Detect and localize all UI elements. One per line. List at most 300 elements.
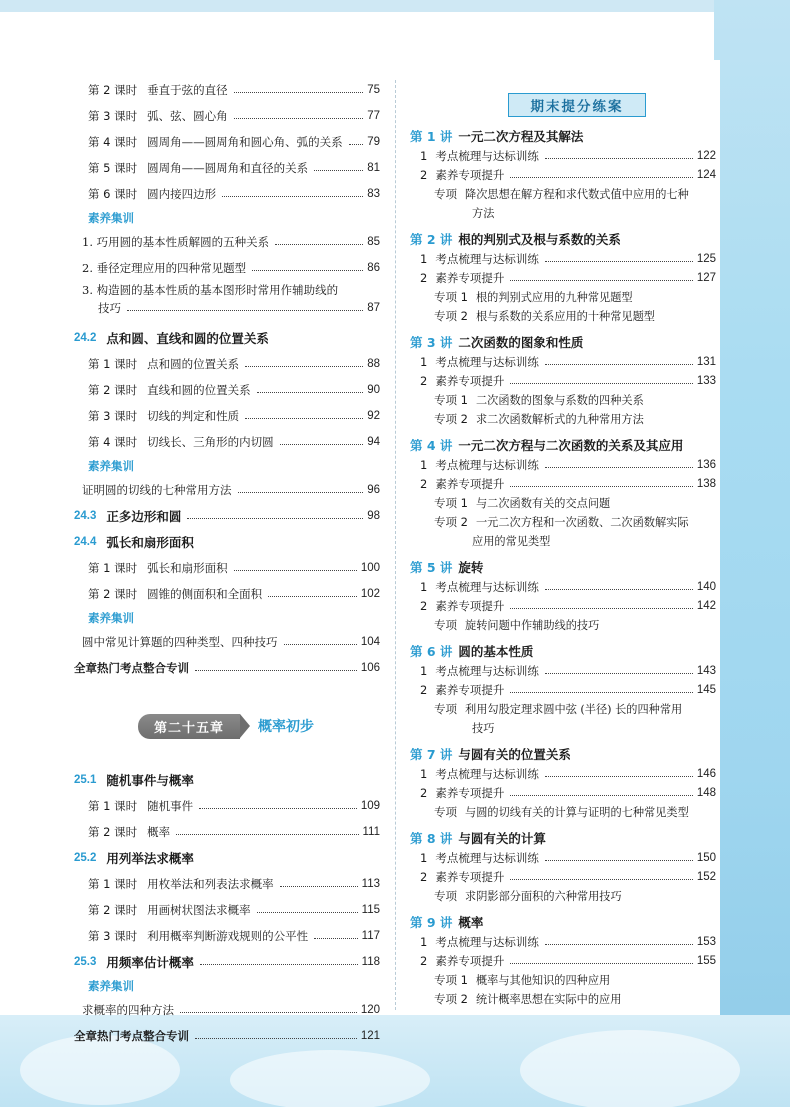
special-title: 求阴影部分面积的六种常用技巧 (465, 890, 622, 903)
dot-leader (176, 834, 358, 835)
suyang-heading: 素养集训 (88, 211, 134, 225)
chapter-label: 第二十五章 (138, 714, 240, 739)
toc-entry[interactable] (420, 867, 716, 887)
toc-entry[interactable] (88, 796, 380, 816)
suyang-heading: 素养集训 (88, 459, 134, 473)
toc-entry (88, 976, 380, 996)
dot-leader (545, 364, 693, 365)
row-index: 2 (420, 168, 428, 182)
lesson-title: 用画树状图法求概率 (147, 903, 251, 917)
row-index: 2 (420, 374, 428, 388)
row-index: 1 (420, 664, 428, 678)
page-number: 118 (361, 956, 380, 968)
lecture-heading (410, 558, 483, 576)
toc-entry[interactable] (74, 1026, 380, 1046)
row-title: 素养专项提升 (435, 683, 505, 697)
dot-leader (510, 963, 692, 964)
page-number: 143 (696, 665, 716, 677)
row-title: 素养专项提升 (435, 271, 505, 285)
row-index: 2 (420, 954, 428, 968)
toc-entry[interactable] (434, 989, 716, 1009)
row-index: 1 (420, 767, 428, 781)
row-index: 2 (420, 870, 428, 884)
dot-leader (314, 938, 358, 939)
lecture-number: 第 9 讲 (410, 915, 453, 930)
dot-leader (195, 1038, 357, 1039)
dot-leader (199, 808, 357, 809)
row-title: 素养专项提升 (435, 374, 505, 388)
lecture-heading (410, 642, 533, 660)
row-index: 2 (420, 599, 428, 613)
section-number: 24.2 (74, 332, 97, 344)
lesson-number: 第 1 课时 (88, 877, 138, 891)
page-number: 79 (367, 136, 380, 148)
toc-entry[interactable] (88, 900, 380, 920)
toc-entry[interactable] (420, 352, 716, 372)
dot-leader (238, 492, 364, 493)
toc-entry[interactable] (420, 661, 716, 681)
lesson-title: 弧、弦、圆心角 (147, 109, 228, 123)
special-title-cont: 技巧 (472, 722, 495, 735)
toc-entry[interactable] (420, 783, 716, 803)
special-title: 二次函数的图象与系数的四种关系 (475, 394, 644, 407)
section-title: 用频率估计概率 (106, 955, 194, 970)
dot-leader (545, 158, 693, 159)
special-label: 专项 1 (434, 973, 468, 987)
row-title: 考点梳理与达标训练 (435, 580, 539, 594)
lecture-heading (410, 333, 583, 351)
lesson-title: 垂直于弦的直径 (147, 83, 228, 97)
toc-entry[interactable] (434, 184, 716, 204)
dot-leader (195, 670, 357, 671)
dot-leader (245, 418, 363, 419)
row-title: 素养专项提升 (435, 954, 505, 968)
page-number: 88 (367, 358, 380, 370)
page-number: 140 (696, 581, 716, 593)
lecture-number: 第 8 讲 (410, 831, 453, 846)
lesson-number: 第 2 课时 (88, 587, 138, 601)
lecture-heading (410, 436, 683, 454)
section-title: 点和圆、直线和圆的位置关系 (106, 331, 269, 346)
lesson-number: 第 6 课时 (88, 187, 138, 201)
chapter-review: 全章热门考点整合专训 (74, 661, 189, 675)
lecture-title: 一元二次方程及其解法 (458, 129, 584, 144)
lesson-title: 随机事件 (147, 799, 194, 813)
row-title: 考点梳理与达标训练 (435, 767, 539, 781)
dot-leader (275, 244, 363, 245)
dot-leader (187, 518, 363, 519)
dot-leader (222, 196, 363, 197)
lecture-title: 概率 (458, 915, 484, 930)
row-index: 1 (420, 252, 428, 266)
special-title: 利用勾股定理求圆中弦 (半径) 长的四种常用 (465, 703, 683, 716)
page-number: 109 (360, 800, 380, 812)
dot-leader (545, 589, 693, 590)
section-number: 25.1 (74, 774, 97, 786)
right-decor-strip (714, 0, 790, 1107)
row-index: 1 (420, 580, 428, 594)
special-label: 专项 1 (434, 393, 468, 407)
row-title: 考点梳理与达标训练 (435, 149, 539, 163)
lecture-title: 旋转 (458, 560, 484, 575)
toc-entry (88, 608, 380, 628)
lecture-title: 与圆有关的位置关系 (458, 747, 571, 762)
lecture-heading (410, 230, 621, 248)
page-number: 131 (696, 356, 716, 368)
lesson-number: 第 2 课时 (88, 903, 138, 917)
section-title: 随机事件与概率 (106, 773, 194, 788)
dot-leader (257, 912, 358, 913)
toc-entry[interactable] (74, 952, 380, 972)
lecture-heading (410, 745, 571, 763)
toc-entry[interactable] (88, 354, 380, 374)
toc-entry[interactable] (88, 558, 380, 578)
lesson-number: 第 2 课时 (88, 83, 138, 97)
special-title: 与圆的切线有关的计算与证明的七种常见类型 (465, 806, 689, 819)
page-number: 136 (696, 459, 716, 471)
dot-leader (349, 144, 364, 145)
chapter-arrow-icon (240, 714, 250, 738)
toc-entry[interactable] (420, 249, 716, 269)
dot-leader (545, 467, 693, 468)
dot-leader (510, 795, 692, 796)
page-number: 100 (360, 562, 380, 574)
toc-entry[interactable] (88, 158, 380, 178)
lesson-number: 第 1 课时 (88, 561, 138, 575)
section-title: 正多边形和圆 (106, 509, 182, 524)
toc-entry[interactable] (434, 390, 716, 410)
page-number: 77 (367, 110, 380, 122)
toc-entry[interactable] (74, 532, 380, 552)
page-number: 96 (367, 484, 380, 496)
training-item: 圆中常见计算题的四种类型、四种技巧 (82, 635, 278, 649)
lecture-number: 第 5 讲 (410, 560, 453, 575)
lesson-number: 第 3 课时 (88, 109, 138, 123)
lecture-title: 与圆有关的计算 (458, 831, 546, 846)
special-label: 专项 2 (434, 992, 468, 1006)
special-title-cont: 方法 (472, 207, 495, 220)
toc-entry (88, 208, 380, 228)
toc-entry[interactable] (420, 371, 716, 391)
lesson-title: 弧长和扇形面积 (147, 561, 228, 575)
section-title: 弧长和扇形面积 (106, 535, 194, 550)
page-number: 106 (360, 662, 380, 674)
toc-entry[interactable] (420, 680, 716, 700)
toc-entry[interactable] (472, 718, 716, 738)
lecture-title: 二次函数的图象和性质 (458, 335, 584, 350)
lecture-number: 第 2 讲 (410, 232, 453, 247)
toc-entry[interactable] (434, 886, 716, 906)
dot-leader (284, 644, 357, 645)
page-number: 146 (696, 768, 716, 780)
lesson-number: 第 1 课时 (88, 799, 138, 813)
toc-entry[interactable] (88, 132, 380, 152)
page-number: 83 (367, 188, 380, 200)
page-number: 138 (696, 478, 716, 490)
special-title: 根的判别式应用的九种常见题型 (475, 291, 633, 304)
toc-entry[interactable] (434, 802, 716, 822)
lesson-title: 用枚举法和列表法求概率 (147, 877, 274, 891)
toc-entry[interactable] (98, 298, 380, 318)
row-index: 1 (420, 935, 428, 949)
page-number: 81 (367, 162, 380, 174)
toc-entry[interactable] (434, 699, 716, 719)
training-item: 证明圆的切线的七种常用方法 (82, 483, 232, 497)
lesson-number: 第 1 课时 (88, 357, 138, 371)
dot-leader (510, 280, 692, 281)
section-number: 25.2 (74, 852, 97, 864)
dot-leader (268, 596, 357, 597)
page-number: 87 (367, 302, 380, 314)
page-number: 148 (696, 787, 716, 799)
toc-entry[interactable] (420, 848, 716, 868)
dot-leader (234, 92, 364, 93)
page-number: 150 (696, 852, 716, 864)
toc-entry[interactable] (82, 480, 380, 500)
toc-entry[interactable] (420, 764, 716, 784)
special-title: 旋转问题中作辅助线的技巧 (465, 619, 600, 632)
toc-entry[interactable] (420, 951, 716, 971)
dot-leader (545, 944, 693, 945)
page-number: 122 (696, 150, 716, 162)
row-title: 考点梳理与达标训练 (435, 664, 539, 678)
page-number: 85 (367, 236, 380, 248)
dot-leader (510, 177, 692, 178)
training-item: 求概率的四种方法 (82, 1003, 174, 1017)
row-title: 素养专项提升 (435, 477, 505, 491)
toc-entry[interactable] (420, 165, 716, 185)
toc-entry[interactable] (420, 474, 716, 494)
toc-entry[interactable] (88, 584, 380, 604)
lecture-number: 第 3 讲 (410, 335, 453, 350)
toc-entry[interactable] (472, 531, 716, 551)
lecture-number: 第 1 讲 (410, 129, 453, 144)
toc-entry[interactable] (74, 658, 380, 678)
toc-entry[interactable] (74, 848, 380, 868)
dot-leader (234, 118, 364, 119)
row-title: 考点梳理与达标训练 (435, 851, 539, 865)
toc-entry[interactable] (82, 258, 380, 278)
page-number: 152 (696, 871, 716, 883)
toc-entry (88, 456, 380, 476)
page-number: 120 (360, 1004, 380, 1016)
toc-entry[interactable] (82, 280, 380, 300)
chapter-name: 概率初步 (258, 719, 315, 735)
toc-entry[interactable] (434, 493, 716, 513)
dot-leader (510, 879, 692, 880)
toc-entry[interactable] (88, 184, 380, 204)
dot-leader (200, 964, 358, 965)
row-index: 2 (420, 477, 428, 491)
row-index: 1 (420, 355, 428, 369)
toc-entry[interactable] (88, 432, 380, 452)
dot-leader (314, 170, 363, 171)
special-title: 降次思想在解方程和求代数式值中应用的七种 (465, 188, 689, 201)
page-number: 90 (367, 384, 380, 396)
lesson-title: 切线长、三角形的内切圆 (147, 435, 274, 449)
lesson-number: 第 3 课时 (88, 409, 138, 423)
special-label: 专项 (434, 805, 457, 819)
dot-leader (510, 486, 692, 487)
toc-entry[interactable] (420, 146, 716, 166)
toc-entry[interactable] (434, 970, 716, 990)
row-title: 素养专项提升 (435, 870, 505, 884)
toc-entry[interactable] (82, 632, 380, 652)
final-practice-header (508, 93, 646, 117)
lesson-title: 点和圆的位置关系 (147, 357, 240, 371)
page-number: 92 (367, 410, 380, 422)
toc-entry[interactable] (74, 770, 380, 790)
lesson-number: 第 4 课时 (88, 435, 138, 449)
page-number: 117 (361, 930, 380, 942)
special-label: 专项 1 (434, 496, 468, 510)
special-title: 统计概率思想在实际中的应用 (475, 993, 622, 1006)
toc-entry[interactable] (88, 822, 380, 842)
toc-entry[interactable] (420, 268, 716, 288)
page-number: 127 (696, 272, 716, 284)
lecture-number: 第 4 讲 (410, 438, 453, 453)
toc-entry[interactable] (434, 512, 716, 532)
suyang-heading: 素养集训 (88, 979, 134, 993)
toc-entry[interactable] (472, 203, 716, 223)
lesson-title: 直线和圆的位置关系 (147, 383, 251, 397)
special-label: 专项 2 (434, 309, 468, 323)
section-title: 用列举法求概率 (106, 851, 194, 866)
page-number: 75 (367, 84, 380, 96)
toc-entry[interactable] (88, 80, 380, 100)
lesson-title: 利用概率判断游戏规则的公平性 (147, 929, 309, 943)
toc-entry[interactable] (88, 106, 380, 126)
special-label: 专项 2 (434, 515, 468, 529)
special-label: 专项 (434, 618, 457, 632)
dot-leader (545, 673, 693, 674)
toc-entry[interactable] (434, 615, 716, 635)
training-item-cont: 技巧 (98, 301, 121, 315)
lecture-heading (410, 127, 583, 145)
page-number: 113 (361, 878, 380, 890)
dot-leader (257, 392, 364, 393)
page-number: 121 (360, 1030, 380, 1042)
row-title: 考点梳理与达标训练 (435, 252, 539, 266)
toc-entry[interactable] (434, 287, 716, 307)
page-number: 133 (696, 375, 716, 387)
dot-leader (252, 270, 363, 271)
page-number: 94 (367, 436, 380, 448)
page-number: 155 (696, 955, 716, 967)
dot-leader (510, 608, 692, 609)
toc-entry[interactable] (74, 506, 380, 526)
page-number: 125 (696, 253, 716, 265)
page-number: 86 (367, 262, 380, 274)
row-index: 2 (420, 786, 428, 800)
top-band (0, 0, 790, 12)
toc-entry[interactable] (82, 1000, 380, 1020)
toc-entry[interactable] (420, 932, 716, 952)
lesson-number: 第 2 课时 (88, 825, 138, 839)
final-practice-title: 期末提分练案 (530, 99, 624, 115)
toc-entry[interactable] (420, 455, 716, 475)
section-number: 25.3 (74, 956, 97, 968)
row-title: 考点梳理与达标训练 (435, 355, 539, 369)
toc-entry[interactable] (82, 232, 380, 252)
page-number: 124 (696, 169, 716, 181)
page-number: 153 (696, 936, 716, 948)
lesson-number: 第 2 课时 (88, 383, 138, 397)
lesson-title: 圆内接四边形 (147, 187, 217, 201)
lesson-title: 概率 (147, 825, 171, 839)
toc-entry[interactable] (420, 577, 716, 597)
chapter-banner (138, 714, 314, 738)
toc-entry[interactable] (434, 409, 716, 429)
page-number: 98 (367, 510, 380, 522)
lesson-title: 圆周角——圆周角和圆心角、弧的关系 (147, 135, 343, 149)
dot-leader (545, 860, 693, 861)
toc-entry[interactable] (74, 328, 380, 348)
lesson-title: 圆周角——圆周角和直径的关系 (147, 161, 309, 175)
dot-leader (280, 886, 358, 887)
page-number: 145 (696, 684, 716, 696)
lecture-heading (410, 913, 483, 931)
special-label: 专项 (434, 889, 457, 903)
dot-leader (127, 310, 363, 311)
lecture-number: 第 7 讲 (410, 747, 453, 762)
row-title: 素养专项提升 (435, 786, 505, 800)
row-index: 1 (420, 149, 428, 163)
lecture-title: 根的判别式及根与系数的关系 (458, 232, 621, 247)
row-title: 素养专项提升 (435, 599, 505, 613)
chapter-review: 全章热门考点整合专训 (74, 1029, 189, 1043)
lecture-heading (410, 829, 546, 847)
toc-entry[interactable] (434, 306, 716, 326)
dot-leader (280, 444, 364, 445)
row-title: 考点梳理与达标训练 (435, 935, 539, 949)
toc-entry[interactable] (88, 926, 380, 946)
dot-leader (234, 570, 357, 571)
row-title: 素养专项提升 (435, 168, 505, 182)
training-item: 1. 巧用圆的基本性质解圆的五种关系 (82, 235, 270, 249)
dot-leader (245, 366, 363, 367)
lecture-number: 第 6 讲 (410, 644, 453, 659)
lesson-title: 切线的判定和性质 (147, 409, 240, 423)
section-number: 24.4 (74, 536, 97, 548)
special-title: 概率与其他知识的四种应用 (475, 974, 611, 987)
row-index: 1 (420, 851, 428, 865)
page-number: 102 (360, 588, 380, 600)
toc-entry[interactable] (88, 406, 380, 426)
special-label: 专项 (434, 702, 457, 716)
row-index: 2 (420, 683, 428, 697)
dot-leader (510, 692, 692, 693)
special-title-cont: 应用的常见类型 (472, 535, 551, 548)
row-index: 1 (420, 458, 428, 472)
dot-leader (510, 383, 692, 384)
special-label: 专项 2 (434, 412, 468, 426)
dot-leader (180, 1012, 357, 1013)
page-number: 115 (361, 904, 380, 916)
special-title: 根与系数的关系应用的十种常见题型 (475, 310, 655, 323)
dot-leader (545, 776, 693, 777)
toc-entry[interactable] (88, 380, 380, 400)
toc-entry[interactable] (420, 596, 716, 616)
lesson-number: 第 4 课时 (88, 135, 138, 149)
special-label: 专项 (434, 187, 457, 201)
row-index: 2 (420, 271, 428, 285)
page-number: 111 (362, 826, 380, 838)
lesson-title: 圆锥的侧面积和全面积 (147, 587, 263, 601)
toc-entry[interactable] (88, 874, 380, 894)
lesson-number: 第 3 课时 (88, 929, 138, 943)
suyang-heading: 素养集训 (88, 611, 134, 625)
